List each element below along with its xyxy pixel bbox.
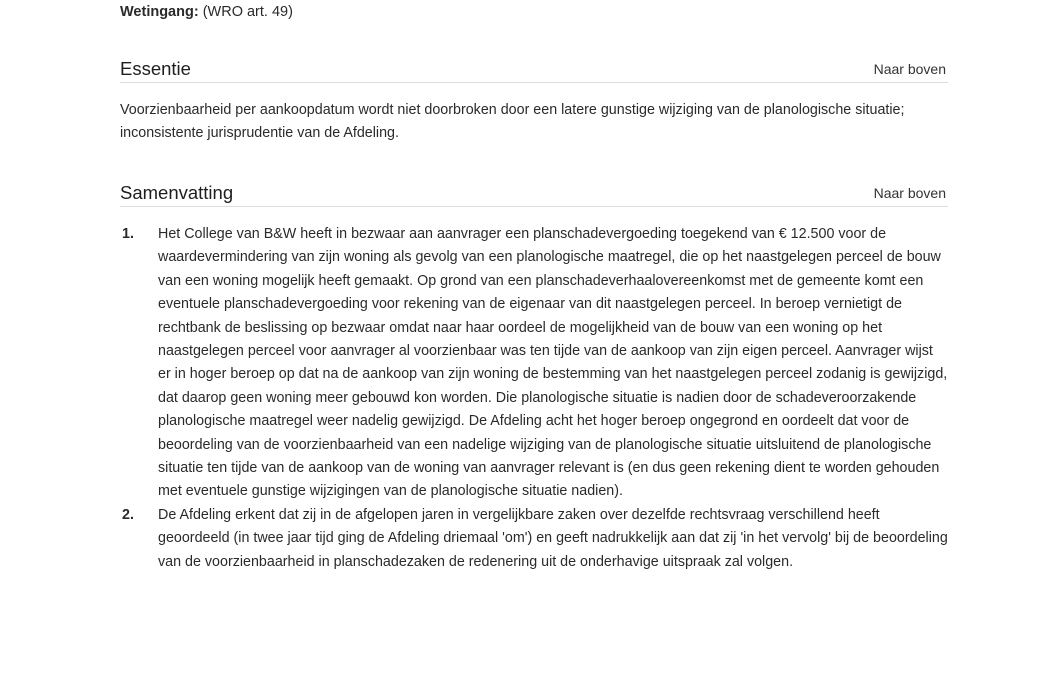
law-reference-label: Wetingang: <box>120 4 199 20</box>
essence-paragraph: Voorzienbaarheid per aankoopdatum wordt niet doorbroken door een latere gunstige wijziging van de planologische situatie; inconsistente jurisprudentie van de Afdeling. <box>120 102 905 141</box>
section-essentie <box>120 52 948 145</box>
section-header <box>120 176 948 207</box>
section-title: Samenvatting <box>120 182 234 203</box>
list-item <box>120 504 948 574</box>
section-header <box>120 52 948 83</box>
list-item-text: Het College van B&W heeft in bezwaar aan aanvrager een planschadevergoeding toegekend van € 12.500 voor de waardevermindering van zijn woning als gevolg van een planologische maatregel, die op het naastgelegen perceel de bouw van een woning mogelijk heeft gemaakt. Op grond van een planschadeverhaalovereenkomst met de gemeente komt een eventuele planschadevergoeding voor rekening van de eigenaar van dit naastgelegen perceel. In beroep vernietigt de rechtbank de beslissing op bezwaar omdat naar haar oordeel de mogelijkheid van de bouw van een woning op het naastgelegen perceel voor aanvrager al voorzienbaar was ten tijde van de aankoop van zijn eigen perceel. Aanvrager wijst er in hoger beroep op dat na de aankoop van zijn woning de bestemming van het naastgelegen perceel zodanig is gewijzigd, dat daarop geen woning meer gebouwd kon worden. Die planologische situatie is nadien door de schadeveroorzakende planologische maatregel weer nadelig gewijzigd. De Afdeling acht het hoger beroep ongegrond en oordeelt dat voor de beoordeling van de voorzienbaarheid van een nadelige wijziging van de planologische situatie uitsluitend de planologische situatie ten tijde van de aankoop van de woning van aanvrager relevant is (en dus geen rekening dient te worden gehouden met eventuele gunstige wijzigingen van de planologische situatie nadien). <box>158 226 948 500</box>
back-to-top-link[interactable]: Naar boven <box>873 61 946 77</box>
list-item <box>120 223 948 504</box>
section-title: Essentie <box>120 58 191 79</box>
back-to-top-link[interactable]: Naar boven <box>873 185 946 201</box>
list-item-number: 2. <box>122 506 134 523</box>
list-item-number: 1. <box>122 226 134 242</box>
law-reference-line <box>120 2 293 22</box>
list-item-text: De Afdeling erkent dat zij in de afgelopen jaren in vergelijkbare zaken over dezelfde rechtsvraag verschillend heeft geoordeeld (in twee jaar tijd ging de Afdeling driemaal 'om') en geeft nadrukkelijk aan dat zij 'in het vervolg' bij de beoordeling van de voorzienbaarheid in planschadezaken de redenering uit de onderhavige uitspraak zal volgen. <box>158 506 948 570</box>
law-reference-value: (WRO art. 49) <box>202 4 293 20</box>
summary-list <box>120 223 948 574</box>
section-samenvatting <box>120 176 948 574</box>
